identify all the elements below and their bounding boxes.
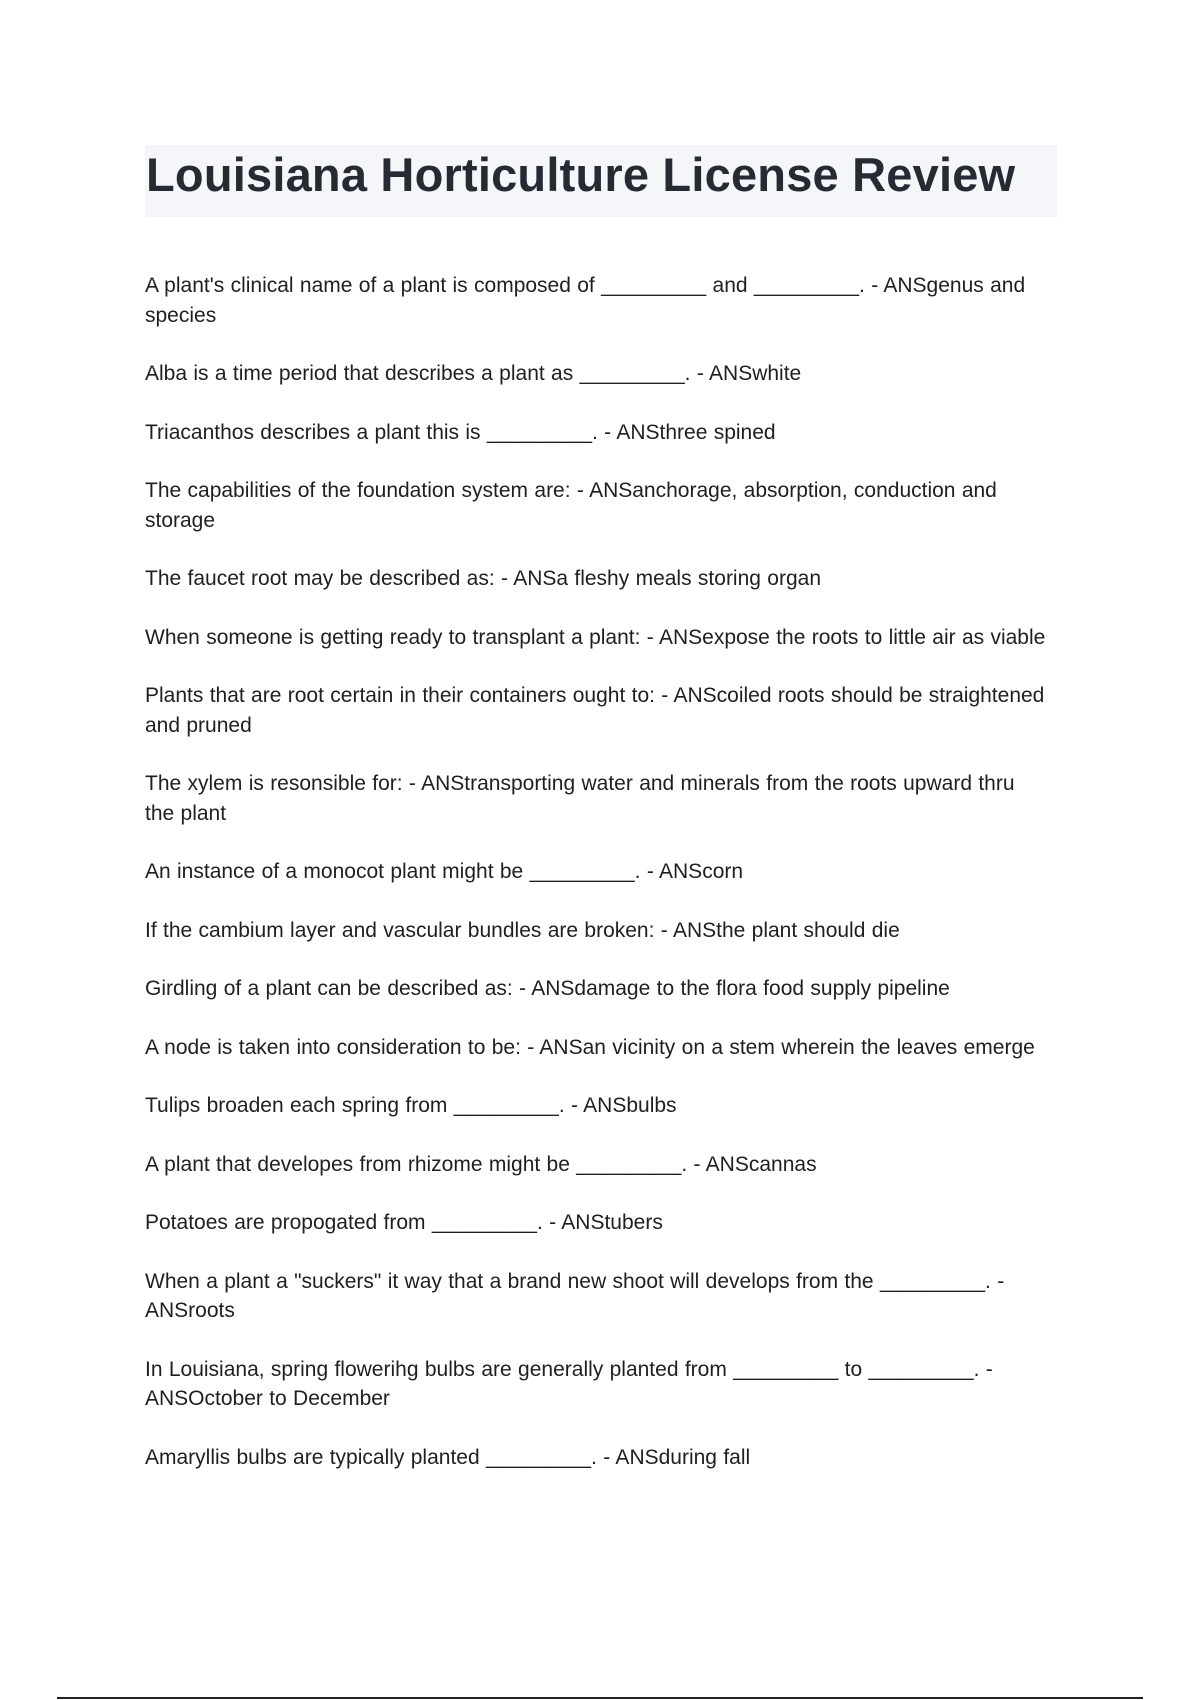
footer-divider (57, 1697, 1143, 1699)
qa-item: If the cambium layer and vascular bundles are broken: - ANSthe plant should die (145, 918, 900, 942)
qa-item: The xylem is resonsible for: - ANStransporting water and minerals from the roots upward thru the plant (145, 772, 1015, 825)
qa-item: A plant that developes from rhizome might be _________. - ANScannas (145, 1152, 817, 1176)
qa-item: A node is taken into consideration to be: - ANSan vicinity on a stem wherein the leaves emerge (145, 1035, 1035, 1059)
qa-item: A plant's clinical name of a plant is composed of _________ and _________. - ANSgenus and species (145, 274, 1026, 327)
qa-list (145, 271, 1050, 1501)
qa-item: When someone is getting ready to transplant a plant: - ANSexpose the roots to little air as viable (145, 625, 1046, 649)
qa-item: Plants that are root certain in their containers ought to: - ANScoiled roots should be straightened and pruned (145, 684, 1045, 737)
qa-item: Amaryllis bulbs are typically planted _________. - ANSduring fall (145, 1445, 751, 1469)
qa-item: Tulips broaden each spring from _________. - ANSbulbs (145, 1094, 677, 1117)
qa-item: Triacanthos describes a plant this is _________. - ANSthree spined (145, 420, 776, 444)
qa-item: The capabilities of the foundation system are: - ANSanchorage, absorption, conduction and storage (145, 479, 997, 532)
qa-item: An instance of a monocot plant might be _________. - ANScorn (145, 860, 744, 883)
qa-item: The faucet root may be described as: - ANSa fleshy meals storing organ (145, 567, 822, 590)
qa-item: In Louisiana, spring flowerihg bulbs are generally planted from _________ to _________. - ANSOctober to December (145, 1357, 993, 1410)
qa-item: Potatoes are propogated from _________. - ANStubers (145, 1211, 663, 1234)
qa-item: When a plant a "suckers" it way that a brand new shoot will develops from the _________. - ANSroots (145, 1269, 1005, 1322)
qa-item: Girdling of a plant can be described as: - ANSdamage to the flora food supply pipeline (145, 977, 950, 1000)
qa-item: Alba is a time period that describes a plant as _________. - ANSwhite (145, 362, 802, 385)
document-title: Louisiana Horticulture License Review (146, 148, 1016, 201)
